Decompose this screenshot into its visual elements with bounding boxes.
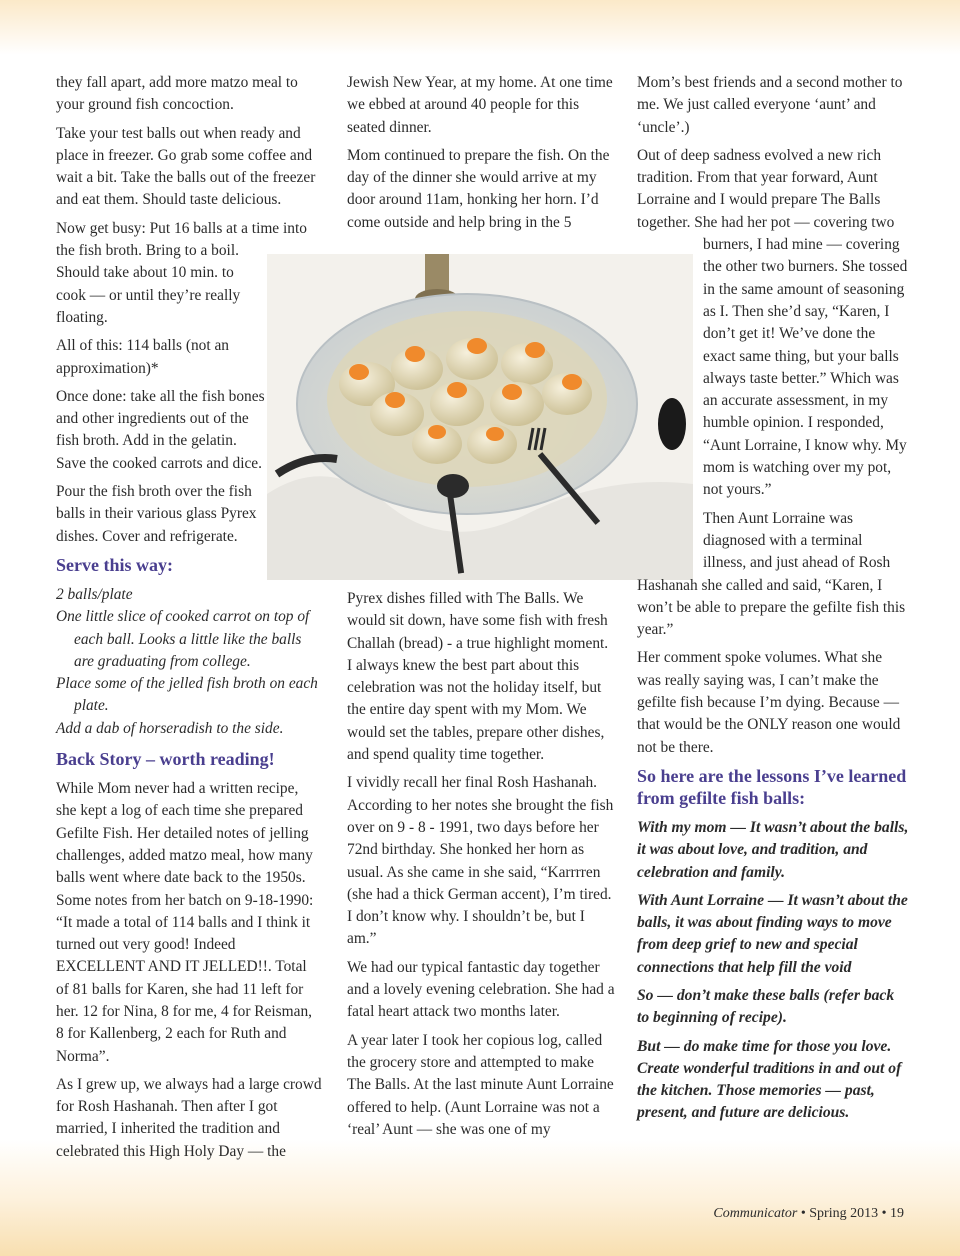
paragraph: Jewish New Year, at my home. At one time we ebbed at around 40 people for this seated dinner. xyxy=(347,74,613,136)
column-1 xyxy=(56,72,322,1169)
wrapped-text-block xyxy=(56,240,266,548)
lesson-item: So — don’t make these balls (refer back to beginning of recipe). xyxy=(637,986,895,1027)
lesson-item: With Aunt Lorraine — It wasn’t about the balls, it was about finding ways to move from deep grief to new and special connections that help fill the void xyxy=(637,891,908,976)
serve-item: Place some of the jelled fish broth on each plate. xyxy=(56,675,318,715)
lesson-item: But — do make time for those you love. Create wonderful traditions in and out of the kitchen. Those memories — past, present, and future are delicious. xyxy=(637,1037,902,1122)
serve-item: One little slice of cooked carrot on top of each ball. Looks a little like the balls are graduating from college. xyxy=(56,608,310,670)
paragraph: As I grew up, we always had a large crowd for Rosh Hashanah. Then after I got married, I inherited the tradition and celebrated this High Holy Day — the xyxy=(56,1075,322,1160)
paragraph: Pyrex dishes filled with The Balls. We would sit down, have some fish with fresh Challah (bread) - a true highlight moment. I always knew the best part about this celebration was not the holiday itself, but the entire day spent with my Mom. We would set the tables, prepare other dishes, and spend quality time together. xyxy=(347,590,609,764)
paragraph: Her comment spoke volumes. What she was really saying was, I can’t make the gefilte fish because I’m dying. Because — that would be the ONLY reason one would not be there. xyxy=(637,649,901,756)
paragraph: Out of deep sadness evolved a new rich tradition. From that year forward, Aunt Lorraine and I would prepare The Balls together. She had her pot — covering two xyxy=(637,146,895,231)
paragraph: Take your test balls out when ready and place in freezer. Go grab some coffee and wait a bit. Take the balls out of the freezer and eat them. Should taste delicious. xyxy=(56,124,316,209)
paragraph: Then Aunt Lorraine was diagnosed with a terminal illness, and just ahead of Rosh xyxy=(703,509,891,572)
paragraph: Once done: take all the fish bones and other ingredients out of the fish broth. Add in the gelatin. Save the cooked carrots and dice. xyxy=(56,387,265,472)
paragraph: Mom continued to prepare the fish. On the day of the dinner she would arrive at my door around 11am, honking her horn. I’d come outside and help bring in the 5 xyxy=(347,146,610,231)
paragraph: I vividly recall her final Rosh Hashanah. According to her notes she brought the fish over on 9 - 8 - 1991, two days before her 72nd birthday. She honked her horn as usual. As she came in she said, “Karrrren (she had a thick German accent), I’m tired. I don’t know why. I shouldn’t be, but I am.” xyxy=(347,774,614,948)
paragraph: Now get busy: Put 16 balls at a time into xyxy=(56,219,307,237)
serve-item: 2 balls/plate xyxy=(56,585,133,603)
paragraph: they fall apart, add more matzo meal to your ground fish concoction. xyxy=(56,74,298,114)
paragraph: A year later I took her copious log, called the grocery store and attempted to make The Balls. At the last minute Aunt Lorraine offered to help. (Aunt Lorraine was not a ‘real’ Aunt — she was one of my xyxy=(347,1031,614,1138)
paragraph: Pour the fish broth over the fish balls in their various glass Pyrex dishes. Cover and refrigerate. xyxy=(56,483,257,545)
issue-info: • Spring 2013 • 19 xyxy=(797,1206,904,1221)
column-3 xyxy=(637,72,909,1131)
gefilte-fish-platter-photo xyxy=(267,254,693,580)
section-heading-back-story: Back Story – worth reading! xyxy=(56,749,275,770)
serve-item: Add a dab of horseradish to the side. xyxy=(56,719,284,737)
paragraph: We had our typical fantastic day together and a lovely evening celebration. She had a fatal heart attack two months later. xyxy=(347,958,615,1021)
paragraph: All of this: 114 balls (not an approximation)* xyxy=(56,337,229,377)
publication-name: Communicator xyxy=(713,1206,798,1221)
section-heading-serve: Serve this way: xyxy=(56,554,173,575)
column-2-bottom xyxy=(347,588,615,1147)
wrapped-text-block xyxy=(703,234,909,574)
paragraph: the fish broth. Bring to a boil. Should take about 10 min. to cook — or until they’re really floating. xyxy=(56,242,241,326)
paragraph: burners, I had mine — covering the other two burners. She tossed in the same amount of seasoning as I. Then she’d say, “Karen, I don’t get it! We’ve done the exact same thing, but your balls always taste better.” Which was an accurate assessment, in my humble opinion. I responded, “Aunt Lorraine, I know why. My mom is watching over my pot, not yours.” xyxy=(703,236,908,499)
paragraph: While Mom never had a written recipe, she kept a log of each time she prepared Gefilte Fish. Her detailed notes of jelling challenges, added matzo meal, how many balls went where date back to the 1950s. Some notes from her batch on 9-18-1990: “It made a total of 114 balls and I think it turned out very good! Indeed EXCELLENT AND IT JELLED!!. Total of 81 balls for Karen, she had 11 left for her. 12 for Nina, 8 for me, 4 for Reisman, 8 for Kallenberg, 2 each for Ruth and Norma”. xyxy=(56,780,314,1065)
serve-list xyxy=(56,584,322,740)
section-heading-lessons: So here are the lessons I’ve learned from gefilte fish balls: xyxy=(637,765,907,808)
lesson-item: With my mom — It wasn’t about the balls, it was about love, and tradition, and celebration and family. xyxy=(637,818,909,881)
paragraph: Mom’s best friends and a second mother to me. We just called everyone ‘aunt’ and ‘uncle’.) xyxy=(637,74,903,136)
page-footer xyxy=(713,1206,904,1222)
column-2-top xyxy=(347,72,615,240)
paragraph: Hashanah she called and said, “Karen, I won’t be able to prepare the gefilte fish this year.” xyxy=(637,576,906,639)
